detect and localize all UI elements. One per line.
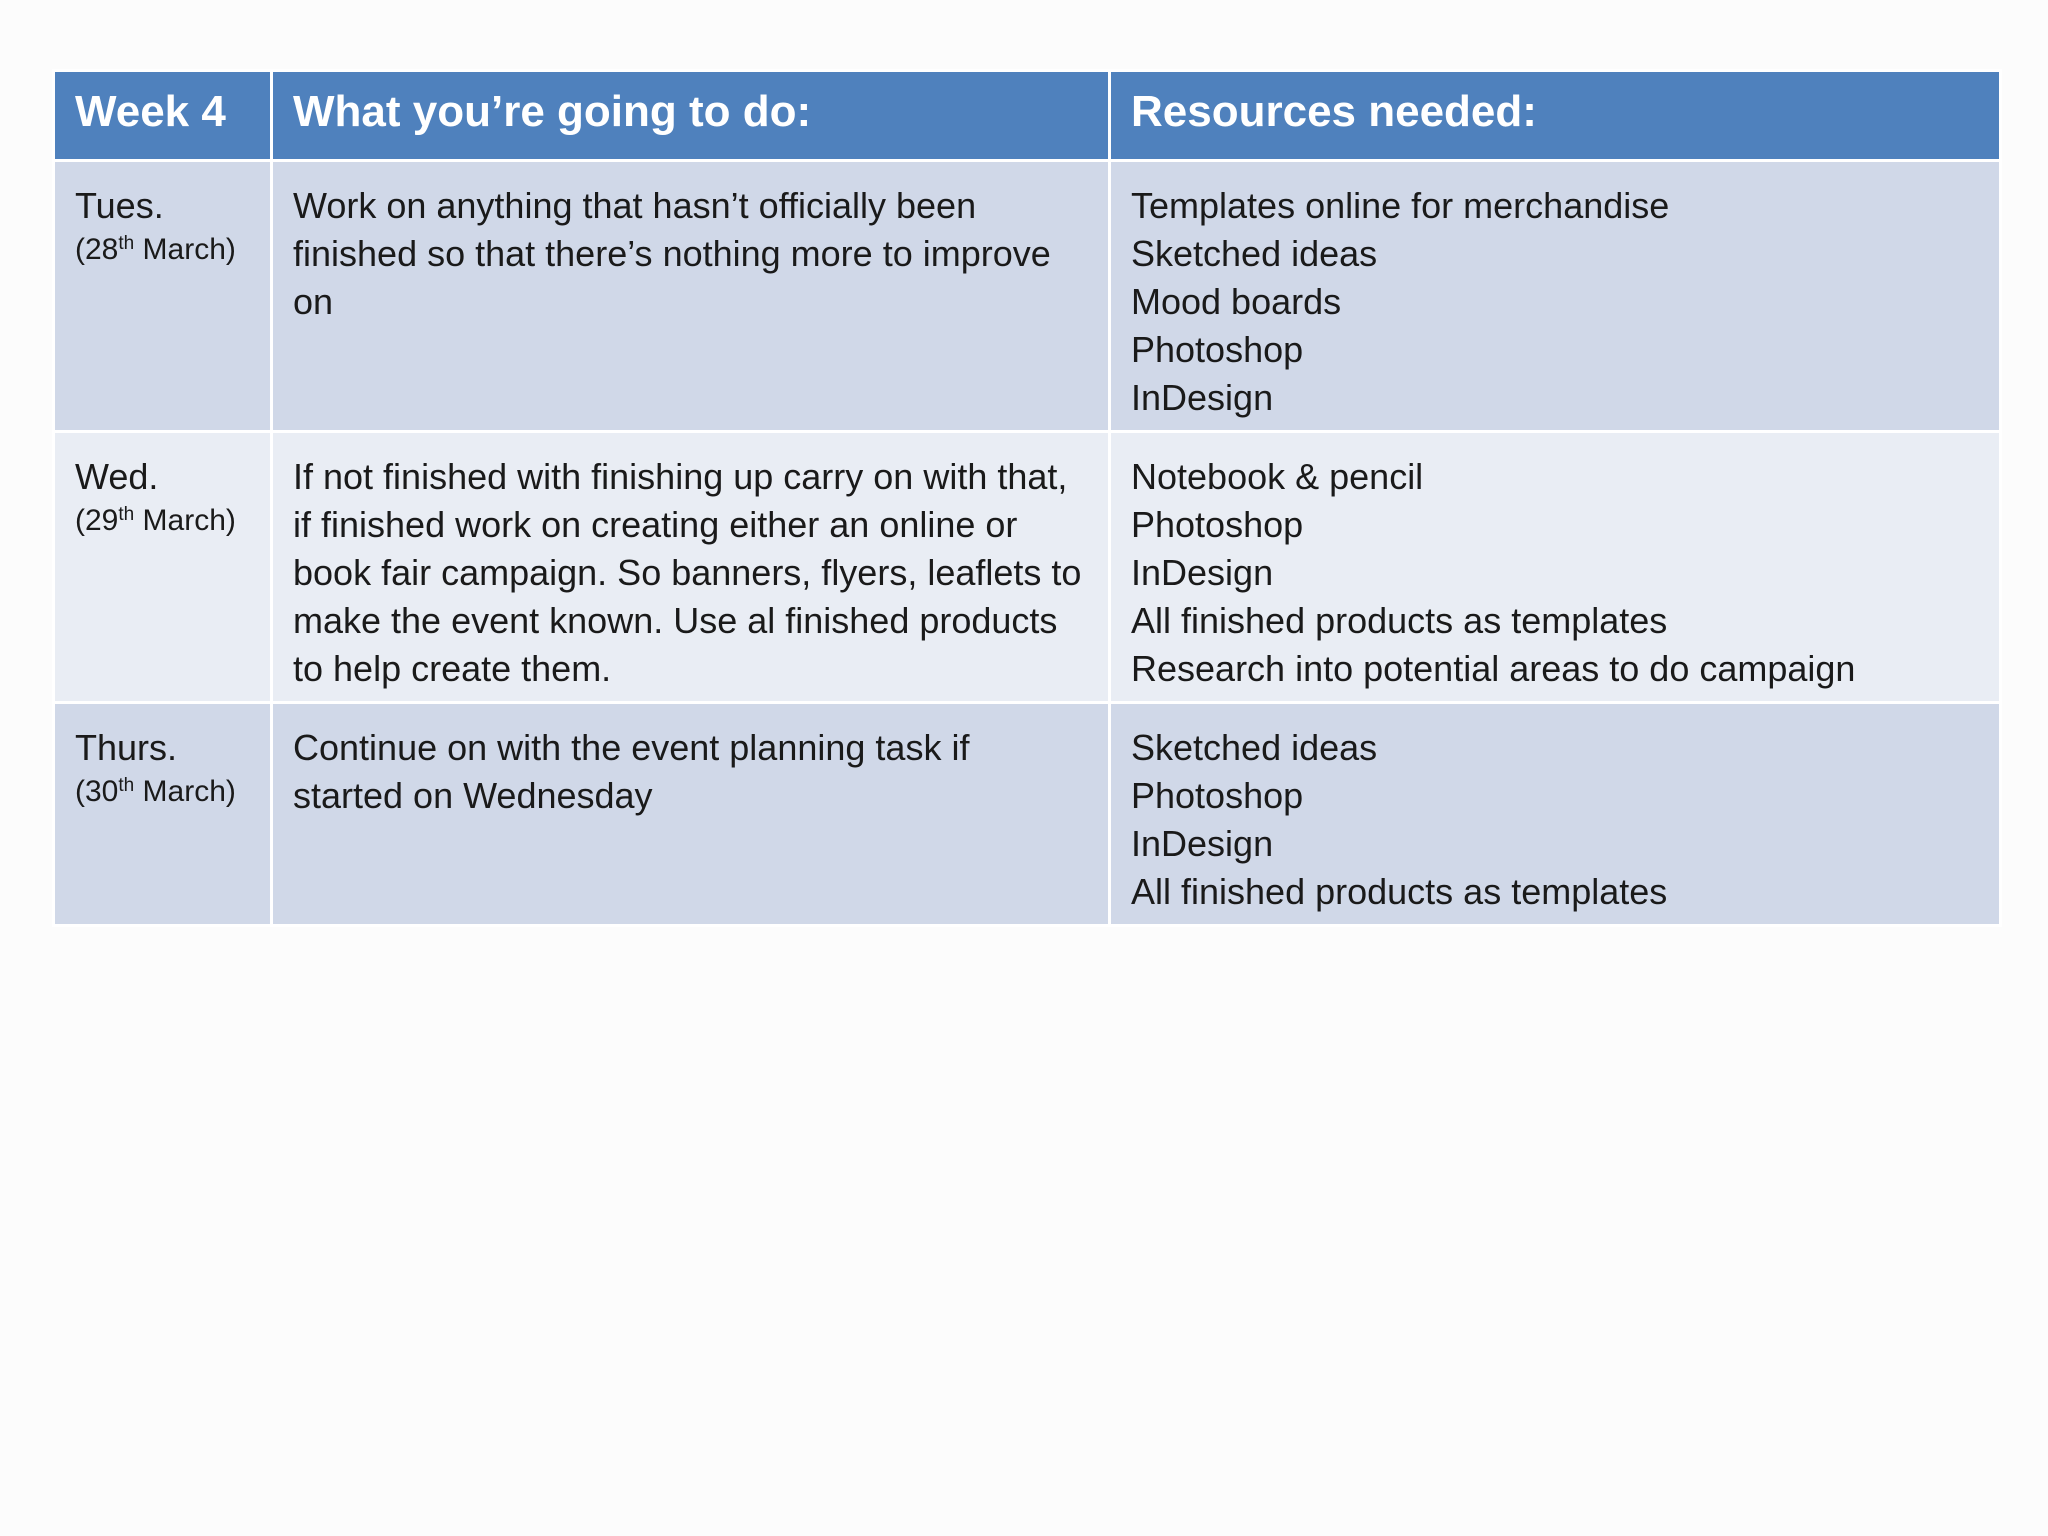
- day-date: [75, 501, 250, 541]
- resources-cell: [1110, 432, 2001, 703]
- resource-item: All finished products as templates: [1131, 871, 1668, 912]
- day-label: Wed.: [75, 456, 159, 497]
- day-label: Thurs.: [75, 727, 178, 768]
- resource-item: Photoshop: [1131, 329, 1304, 370]
- task-cell: If not finished with finishing up carry on with that, if finished work on creating either an online or book fair campaign. So banners, flyers, leaflets to make the event known. Use al finished products to help create them.: [272, 432, 1110, 703]
- date-number: (29: [75, 504, 119, 537]
- header-todo: What you’re going to do:: [272, 71, 1110, 161]
- resource-item: InDesign: [1131, 377, 1274, 418]
- date-number: (30: [75, 775, 119, 808]
- resources-cell: [1110, 161, 2001, 432]
- date-month: March): [134, 775, 236, 808]
- resource-item: Sketched ideas: [1131, 727, 1378, 768]
- task-cell: Continue on with the event planning task if started on Wednesday: [272, 703, 1110, 926]
- table-header-row: [54, 71, 2001, 161]
- resources-cell: [1110, 703, 2001, 926]
- date-month: March): [134, 504, 236, 537]
- table-row: [54, 703, 2001, 926]
- date-number: (28: [75, 233, 119, 266]
- resource-item: Research into potential areas to do campaign: [1131, 648, 1856, 689]
- date-suffix: th: [118, 775, 135, 796]
- date-suffix: th: [118, 233, 135, 254]
- table-row: [54, 432, 2001, 703]
- day-cell: [54, 161, 272, 432]
- day-label: Tues.: [75, 185, 164, 226]
- resource-item: InDesign: [1131, 823, 1274, 864]
- date-suffix: th: [118, 504, 135, 525]
- date-month: March): [134, 233, 236, 266]
- day-cell: [54, 703, 272, 926]
- resource-item: InDesign: [1131, 552, 1274, 593]
- resource-item: All finished products as templates: [1131, 600, 1668, 641]
- resource-item: Photoshop: [1131, 775, 1304, 816]
- table-row: [54, 161, 2001, 432]
- resource-item: Templates online for merchandise: [1131, 185, 1670, 226]
- resource-item: Notebook & pencil: [1131, 456, 1424, 497]
- resource-item: Mood boards: [1131, 281, 1342, 322]
- resource-item: Sketched ideas: [1131, 233, 1378, 274]
- task-cell: Work on anything that hasn’t officially been finished so that there’s nothing more to improve on: [272, 161, 1110, 432]
- week-plan-table: [52, 69, 2002, 927]
- header-week: Week 4: [54, 71, 272, 161]
- day-cell: [54, 432, 272, 703]
- resource-item: Photoshop: [1131, 504, 1304, 545]
- day-date: [75, 230, 250, 270]
- header-resources: Resources needed:: [1110, 71, 2001, 161]
- day-date: [75, 772, 250, 812]
